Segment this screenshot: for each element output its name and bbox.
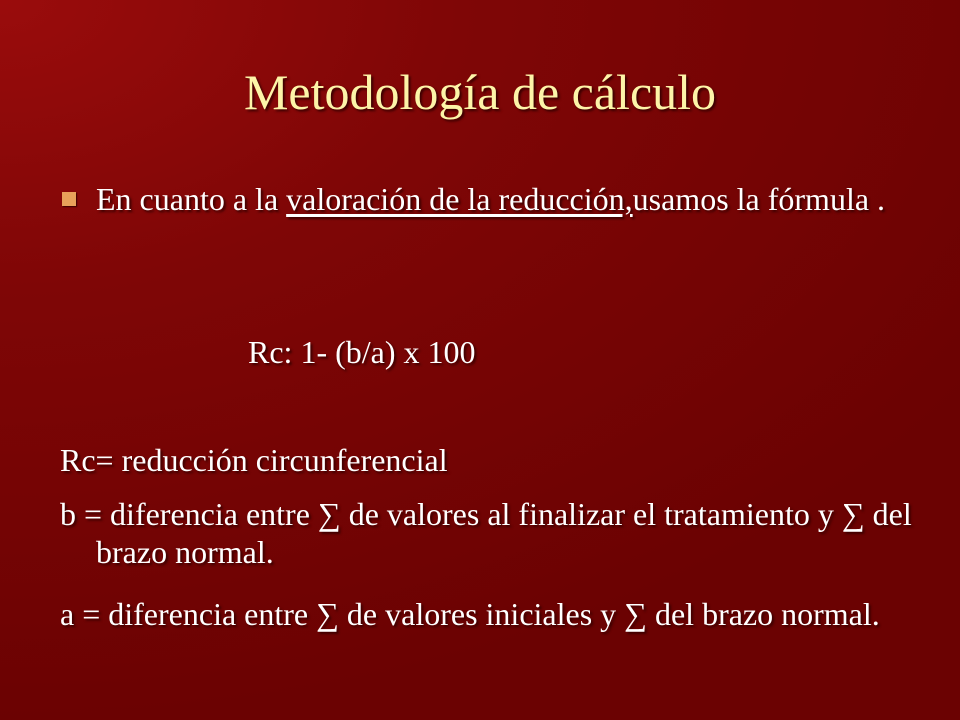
bullet-text bbox=[96, 180, 902, 218]
definition-rc: Rc= reducción circunferencial bbox=[60, 442, 448, 478]
definition-b: b = diferencia entre ∑ de valores al finalizar el tratamiento y ∑ del brazo normal. bbox=[60, 496, 912, 570]
formula: Rc: 1- (b/a) x 100 bbox=[248, 334, 476, 370]
definition-a: a = diferencia entre ∑ de valores iniciales y ∑ del brazo normal. bbox=[60, 596, 880, 632]
bullet-text-end: usamos la fórmula . bbox=[632, 181, 886, 217]
underlined-phrase: valoración de la reducción, bbox=[286, 181, 633, 217]
slide-title: Metodología de cálculo bbox=[243, 64, 717, 120]
bullet-text-start: En cuanto a la bbox=[96, 181, 287, 217]
square-bullet-icon bbox=[62, 192, 76, 206]
bullet-item bbox=[62, 180, 902, 218]
